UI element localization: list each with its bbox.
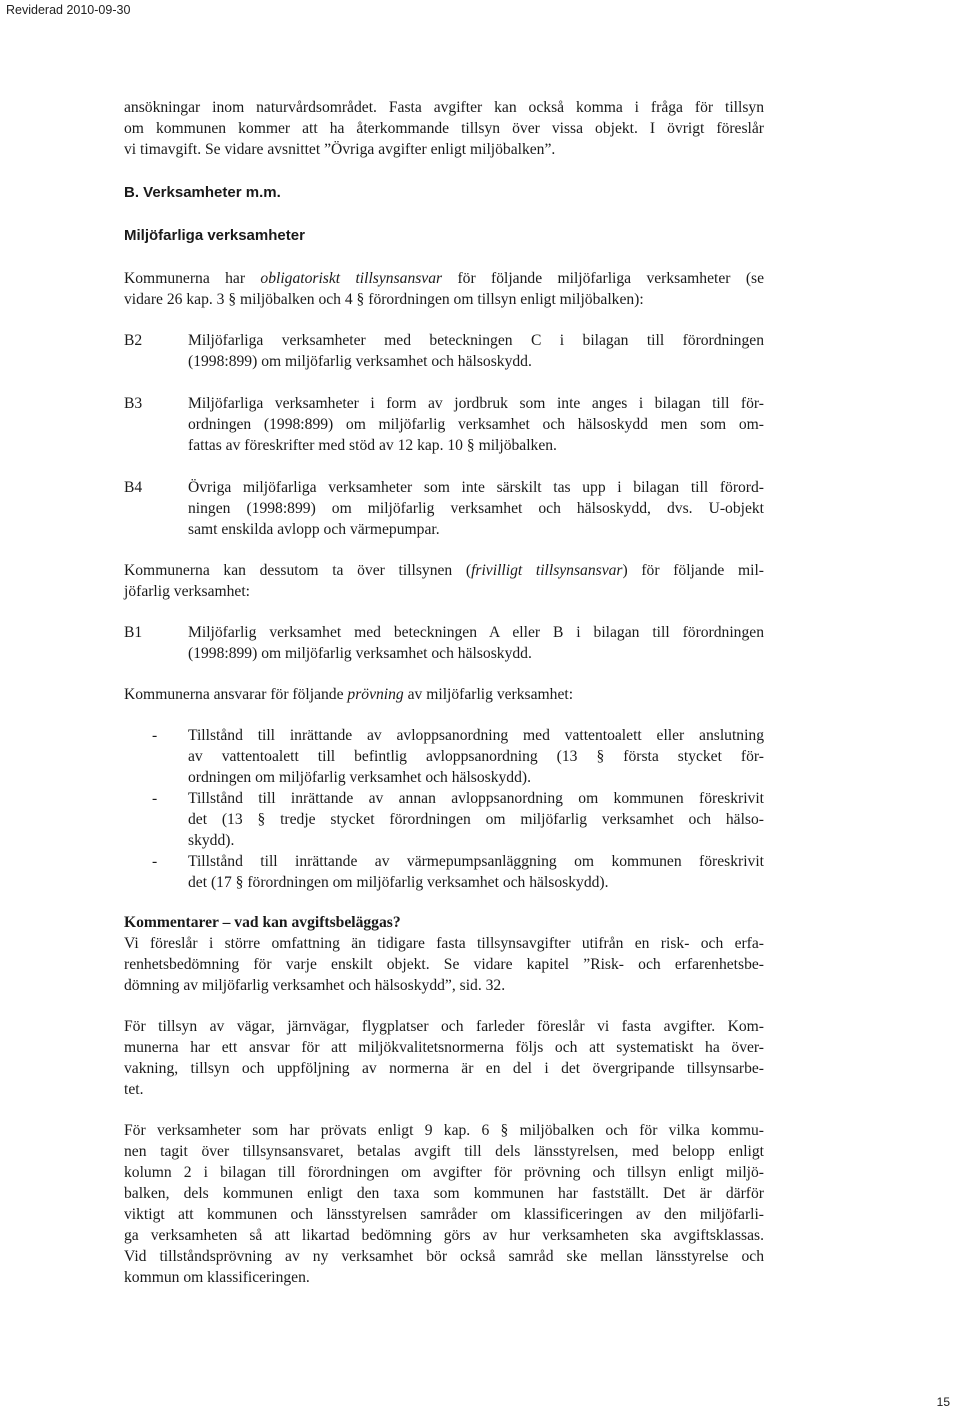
text-line: ningen (1998:899) om miljöfarlig verksamhet och hälsoskydd, dvs. U-objekt <box>188 500 764 517</box>
text-line <box>124 560 764 581</box>
text-line: Miljöfarliga verksamheter i form av jordbruk som inte anges i bilagan till för- <box>188 395 764 412</box>
text-line <box>124 268 764 289</box>
text-line: det (17 § förordningen om miljöfarlig verksamhet och hälsoskydd). <box>188 874 609 891</box>
list-item <box>152 851 764 893</box>
bullet-dash: - <box>152 727 158 744</box>
definition-list <box>124 330 764 540</box>
definition-code: B4 <box>124 479 143 496</box>
text-line: det (13 § tredje stycket förordningen om miljöfarlig verksamhet och hälso- <box>188 811 764 828</box>
text-line: balken, dels kommunen enligt den taxa som kommunen har fastställt. Det är därför <box>124 1185 764 1202</box>
subheading-miljofarliga: Miljöfarliga verksamheter <box>124 227 305 244</box>
bullet-dash: - <box>152 853 158 870</box>
definition-b2 <box>124 330 764 372</box>
text-line: renhetsbedömning för varje enskilt objekt. Se vidare kapitel ”Risk- och erfarenhetsbe- <box>124 956 764 973</box>
comment-heading: Kommentarer – vad kan avgiftsbeläggas? <box>124 914 401 931</box>
definition-b1 <box>124 622 764 664</box>
bullet-text <box>188 725 764 788</box>
intro-paragraph <box>124 97 764 160</box>
text-line: nen tagit över tillsynsansvaret, betalas avgift till dels länsstyrelsen, med belopp enligt <box>124 1143 764 1160</box>
text-line: ordningen (1998:899) om miljöfarlig verksamhet och hälsoskydd men som om- <box>188 416 764 433</box>
emphasis-provning: prövning <box>347 686 404 703</box>
text-line: Tillstånd till inrättande av värmepumpsanläggning om kommunen föreskrivit <box>188 853 764 870</box>
text-line: tet. <box>124 1081 144 1098</box>
text-line: Miljöfarliga verksamheter med beteckningen C i bilagan till förordningen <box>188 332 764 349</box>
definition-b3 <box>124 393 764 456</box>
text-line: vakning, tillsyn och uppföljning av normerna är en del i det övergripande tillsynsarbe- <box>124 1060 764 1077</box>
text-line: Tillstånd till inrättande av avloppsanordning med vattentoalett eller anslutning <box>188 727 764 744</box>
definition-text <box>188 393 764 456</box>
bullet-dash: - <box>152 790 158 807</box>
text-line: (1998:899) om miljöfarlig verksamhet och hälsoskydd. <box>188 353 532 370</box>
bullet-text <box>188 851 764 893</box>
text-fragment: Kommunerna kan dessutom ta över tillsynen ( <box>124 562 472 579</box>
text-line: Vi föreslår i större omfattning än tidigare fasta tillsynsavgifter utifrån en risk- och erfa- <box>124 935 764 952</box>
list-item <box>152 788 764 851</box>
text-line: Tillstånd till inrättande av annan avloppsanordning om kommunen föreskrivit <box>188 790 764 807</box>
definition-text <box>188 330 764 372</box>
text-fragment: ) för följande mil- <box>622 562 764 579</box>
text-line: viktigt att kommunen och länsstyrelsen samråder om klassificeringen av den miljöfarli- <box>124 1206 764 1223</box>
text-line: ordningen om miljöfarlig verksamhet och hälsoskydd). <box>188 769 531 786</box>
text-line: kolumn 2 i bilagan till förordningen om avgifter för prövning och tillsyn enligt miljö- <box>124 1164 764 1181</box>
obligatory-paragraph <box>124 268 764 310</box>
definition-b4 <box>124 477 764 540</box>
text-line: (1998:899) om miljöfarlig verksamhet och hälsoskydd. <box>188 645 532 662</box>
definition-text <box>188 477 764 540</box>
text-line: Miljöfarlig verksamhet med beteckningen A eller B i bilagan till förordningen <box>188 624 764 641</box>
emphasis-frivilligt: frivilligt tillsynsansvar <box>471 562 623 579</box>
text-line: ga verksamheten så att likartad bedömning görs av hur verksamheten ska avgiftsklassas. <box>124 1227 764 1244</box>
page-number: 15 <box>936 1395 950 1409</box>
bullet-text <box>188 788 764 851</box>
text-line: ansökningar inom naturvårdsområdet. Fasta avgifter kan också komma i fråga för tillsyn <box>124 99 764 116</box>
list-item <box>152 725 764 788</box>
text-line: kommun om klassificeringen. <box>124 1269 310 1286</box>
text-fragment: av miljöfarlig verksamhet: <box>403 686 574 703</box>
text-line: Övriga miljöfarliga verksamheter som inte särskilt tas upp i bilagan till förord- <box>188 479 764 496</box>
text-fragment: Kommunerna har <box>124 270 261 287</box>
definition-code: B2 <box>124 332 143 349</box>
bullet-list <box>124 725 764 893</box>
text-line: Vid tillståndsprövning av ny verksamhet bör också samråd ske mellan länsstyrelse och <box>124 1248 764 1265</box>
text-line: dömning av miljöfarlig verksamhet och hälsoskydd”, sid. 32. <box>124 977 506 994</box>
definition-code: B3 <box>124 395 143 412</box>
definition-code: B1 <box>124 624 143 641</box>
revision-date: Reviderad 2010-09-30 <box>6 3 131 17</box>
text-line: vidare 26 kap. 3 § miljöbalken och 4 § förordningen om tillsyn enligt miljöbalken): <box>124 291 644 308</box>
provning-paragraph <box>124 684 764 705</box>
text-line: För tillsyn av vägar, järnvägar, flygplatser och farleder föreslår vi fasta avgifter. Kom- <box>124 1018 764 1035</box>
provats-paragraph <box>124 1120 764 1288</box>
document-body <box>124 97 764 1288</box>
definition-text <box>188 622 764 664</box>
text-line: För verksamheter som har prövats enligt 9 kap. 6 § miljöbalken och för vilka kommu- <box>124 1122 764 1139</box>
text-line: samt enskilda avlopp och värmepumpar. <box>188 521 440 538</box>
text-line: fattas av föreskrifter med stöd av 12 kap. 10 § miljöbalken. <box>188 437 557 454</box>
text-line: skydd). <box>188 832 235 849</box>
emphasis-obligatoriskt: obligatoriskt tillsynsansvar <box>260 270 443 287</box>
section-heading-b: B. Verksamheter m.m. <box>124 184 281 201</box>
text-line: av vattentoalett till befintlig avloppsanordning (13 § första stycket för- <box>188 748 764 765</box>
frivilligt-paragraph <box>124 560 764 602</box>
text-fragment: för följande miljöfarliga verksamheter (se <box>442 270 764 287</box>
text-fragment: Kommunerna ansvarar för följande <box>124 686 348 703</box>
text-line: munerna har ett ansvar för att miljökvalitetsnormerna följs och att systematiskt ha över- <box>124 1039 764 1056</box>
text-line: jöfarlig verksamhet: <box>124 583 251 600</box>
vagar-paragraph <box>124 1016 764 1100</box>
text-line: vi timavgift. Se vidare avsnittet ”Övriga avgifter enligt miljöbalken”. <box>124 141 556 158</box>
text-line: om kommunen kommer att ha återkommande tillsyn över vissa objekt. I övrigt föreslår <box>124 120 764 137</box>
comment-section <box>124 912 764 996</box>
